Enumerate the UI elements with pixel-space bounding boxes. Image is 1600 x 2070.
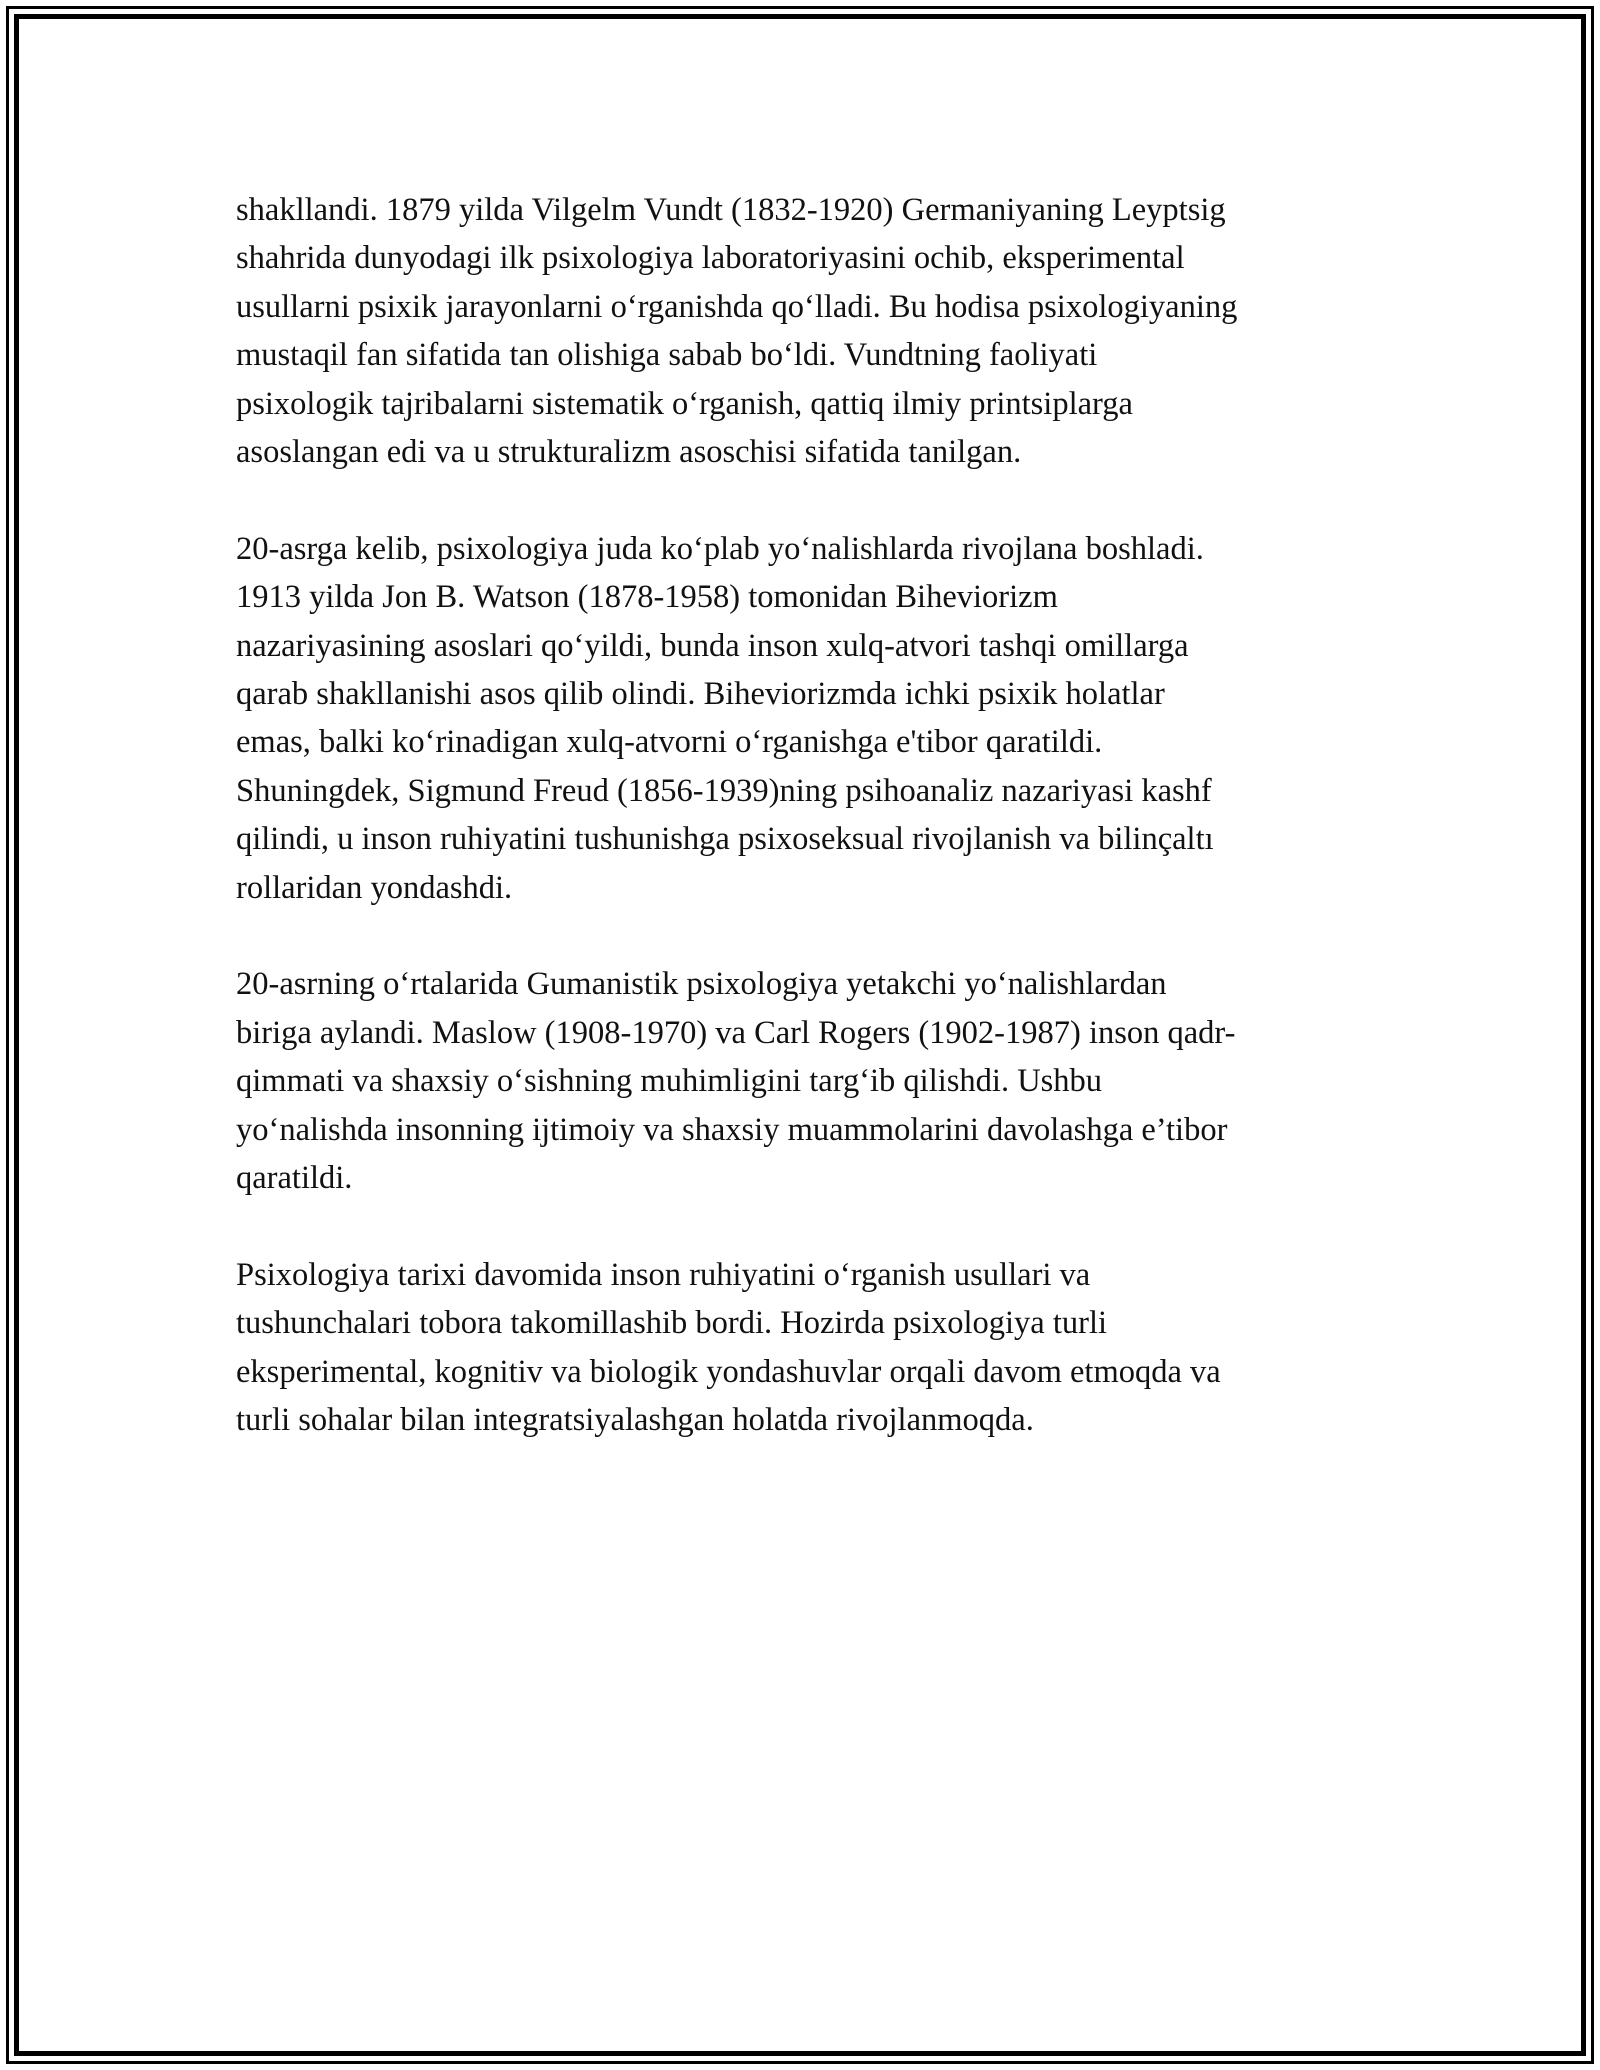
paragraph-wundt: shakllandi. 1879 yilda Vilgelm Vundt (1832-1920) Germaniyaning Leyptsig shahrida dunyodagi ilk psixologiya laboratoriyasini ochib, eksperimental usullarni psixik jarayonlarni o‘rganishda qo‘lladi. Bu hodisa psixologiyaning mustaqil fan sifatida tan olishiga sabab bo‘ldi. Vundtning faoliyati psixologik tajribalarni sistematik o‘rganish, qattiq ilmiy printsiplarga asoslangan edi va u strukturalizm asoschisi sifatida tanilgan. xyxy=(236,192,1238,471)
paragraph-conclusion: Psixologiya tarixi davomida inson ruhiyatini o‘rganish usullari va tushunchalari tobora takomillashib bordi. Hozirda psixologiya turli eksperimental, kognitiv va biologik yondashuvlar orqali davom etmoqda va turli sohalar bilan integratsiyalashgan holatda rivojlanmoqda. xyxy=(236,1256,1221,1439)
document-body xyxy=(236,186,1386,1445)
paragraph-humanistic: 20-asrning o‘rtalarida Gumanistik psixologiya yetakchi yo‘nalishlardan biriga aylandi. Maslow (1908-1970) va Carl Rogers (1902-1987) inson qadr- qimmati va shaxsiy o‘sishning muhimligini targ‘ib qilishdi. Ushbu yo‘nalishda insonning ijtimoiy va shaxsiy muammolarini davolashga e’tibor qaratildi. xyxy=(236,966,1236,1197)
paragraph-behaviorism: 20-asrga kelib, psixologiya juda ko‘plab yo‘nalishlarda rivojlana boshladi. 1913 yilda Jon B. Watson (1878-1958) tomonidan Biheviorizm nazariyasining asoslari qo‘yildi, bunda inson xulq-atvori tashqi omillarga qarab shakllanishi asos qilib olindi. Biheviorizmda ichki psixik holatlar emas, balki ko‘rinadigan xulq-atvorni o‘rganishga e'tibor qaratildi. Shuningdek, Sigmund Freud (1856-1939)ning psihoanaliz nazariyasi kashf qilindi, u inson ruhiyatini tushunishga psixoseksual rivojlanish va bilinçaltı rollaridan yondashdi. xyxy=(236,530,1214,906)
